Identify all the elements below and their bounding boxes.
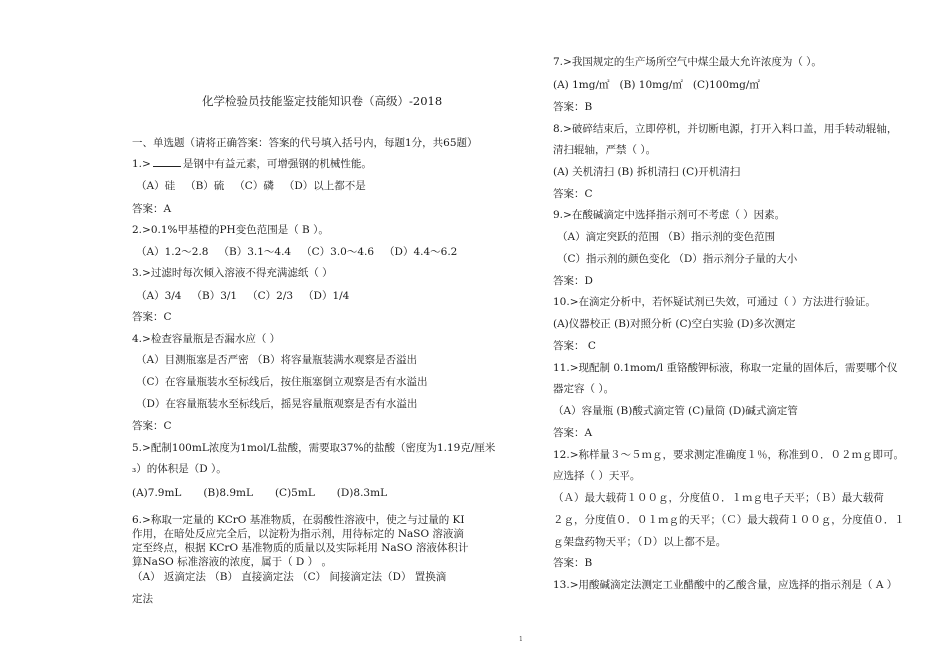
question-9-line: （C）指示剂的颜色变化 （D）指示剂分子量的大小 xyxy=(557,253,798,265)
question-13: 13.>用酸碱滴定法测定工业醋酸中的乙酸含量，应选择的指示剂是（ A ） xyxy=(553,579,898,591)
question-12-line: ｇ架盘药物天平；（Ｄ）以上都不是。 xyxy=(553,536,727,548)
question-11-line: 11.>现配制 0.1mom/l 重铬酸钾标液，称取一定量的固体后，需要哪个仪 xyxy=(553,362,898,374)
question-5-cont: ₃）的体积是（D ）。 xyxy=(132,463,227,475)
question-12-line: 应选择（ ）天平。 xyxy=(553,470,641,482)
question-12-line: （Ａ）最大载荷１００ｇ，分度值０．１ｍｇ电子天平；（Ｂ）最大载荷 xyxy=(553,492,884,504)
question-6-line: 算NaSO 标准溶液的浓度，属于（ D ） 。 xyxy=(132,556,333,568)
question-3-options: （A）3/4 （B）3/1 （C）2/3 （D）1/4 xyxy=(136,290,350,302)
question-3: 3.>过滤时每次倾入溶液不得充满滤纸（ ） xyxy=(132,267,333,279)
question-7: 7.>我国规定的生产场所空气中煤尘最大允许浓度为（ ）。 xyxy=(553,56,822,68)
answer-1: 答案：A xyxy=(132,203,172,215)
question-8-line: 8.>破碎结束后，立即停机，并切断电源，打开入料口盖，用手转动辊轴， xyxy=(553,123,898,135)
answer-3: 答案：C xyxy=(132,311,172,323)
answer-12: 答案：B xyxy=(553,557,593,569)
answer-4: 答案：C xyxy=(132,420,172,432)
question-8-line: (A) 关机清扫 (B) 拆机清扫 (C)开机清扫 xyxy=(553,166,741,178)
question-2: 2.>0.1%甲基橙的PH变色范围是（ B ）。 xyxy=(132,224,329,236)
answer-9: 答案：D xyxy=(553,275,593,287)
answer-10: 答案： C xyxy=(553,340,596,352)
question-11-line: 器定容（ ）。 xyxy=(553,383,615,395)
question-12-line: 12.>称样量３～５ｍｇ，要求测定准确度１％，称准到０．０２ｍｇ即可。 xyxy=(553,449,904,461)
exam-title: 化学检验员技能鉴定技能知识卷（高级）-2018 xyxy=(202,94,443,108)
question-4-option-line: （A）目测瓶塞是否严密 （B）将容量瓶装满水观察是否溢出 xyxy=(136,354,418,366)
question-8-line: 清扫辊轴，严禁（ ）。 xyxy=(553,144,657,156)
question-5: 5.>配制100mL浓度为1mol/L盐酸，需要取37%的盐酸（密度为1.19克/厘米 xyxy=(132,442,496,454)
page-number: 1 xyxy=(519,636,523,643)
answer-blank xyxy=(153,156,181,167)
question-10-line: (A)仪器校正 (B)对照分析 (C)空白实验 (D)多次测定 xyxy=(553,318,796,330)
question-2-options: （A）1.2～2.8 （B）3.1～4.4 （C）3.0～4.6 （D）4.4～6.2 xyxy=(136,246,458,258)
question-11-line: （A）容量瓶 (B)酸式滴定管 (C)量筒 (D)碱式滴定管 xyxy=(553,405,798,417)
answer-8: 答案：C xyxy=(553,188,593,200)
question-10-line: 10.>在滴定分析中，若怀疑试剂已失效，可通过（ ）方法进行验证。 xyxy=(553,296,876,308)
question-1: 1.> 是钢中有益元素，可增强钢的机械性能。 xyxy=(132,158,372,170)
question-1-options: （A）硅 （B）硫 （C）磷 （D）以上都不是 xyxy=(136,180,366,192)
question-6-line: 作用，在暗处反应完全后，以淀粉为指示剂，用待标定的 NaSO 溶液滴 xyxy=(132,528,464,540)
question-7-options: (A) 1mg/㎡ (B) 10mg/㎡ (C)100mg/㎡ xyxy=(553,79,760,91)
answer-11: 答案：A xyxy=(553,427,593,439)
question-6-line: （A） 返滴定法 （B） 直接滴定法 （C） 间接滴定法（D） 置换滴 xyxy=(132,571,447,583)
question-12-line: ２ｇ，分度值０．０１ｍｇ的天平；（Ｃ）最大载荷１００ｇ，分度值０．１ xyxy=(553,514,905,526)
question-9-line: （A）滴定突跃的范围 （B）指示剂的变色范围 xyxy=(557,231,776,243)
question-6-line: 6.>称取一定量的 KCrO 基准物质，在弱酸性溶液中，使之与过量的 KI xyxy=(132,514,465,526)
question-4: 4.>检查容量瓶是否漏水应（ ） xyxy=(132,333,281,345)
question-6-line: 定至终点，根据 KCrO 基准物质的质量以及实际耗用 NaSO 溶液体积计 xyxy=(132,542,469,554)
question-4-option-line: （C）在容量瓶装水至标线后，按住瓶塞倒立观察是否有水溢出 xyxy=(136,376,428,388)
question-5-options: (A)7.9mL (B)8.9mL (C)5mL (D)8.3mL xyxy=(132,487,388,499)
question-6-line: 定法 xyxy=(132,593,153,605)
section-heading: 一、单选题（请将正确答案：答案的代号填入括号内，每题1分，共65题） xyxy=(132,137,478,149)
answer-7: 答案：B xyxy=(553,101,593,113)
question-9-line: 9.>在酸碱滴定中选择指示剂可不考虑（ ）因素。 xyxy=(553,209,786,221)
question-4-option-line: （D）在容量瓶装水至标线后，摇晃容量瓶观察是否有水溢出 xyxy=(136,398,418,410)
